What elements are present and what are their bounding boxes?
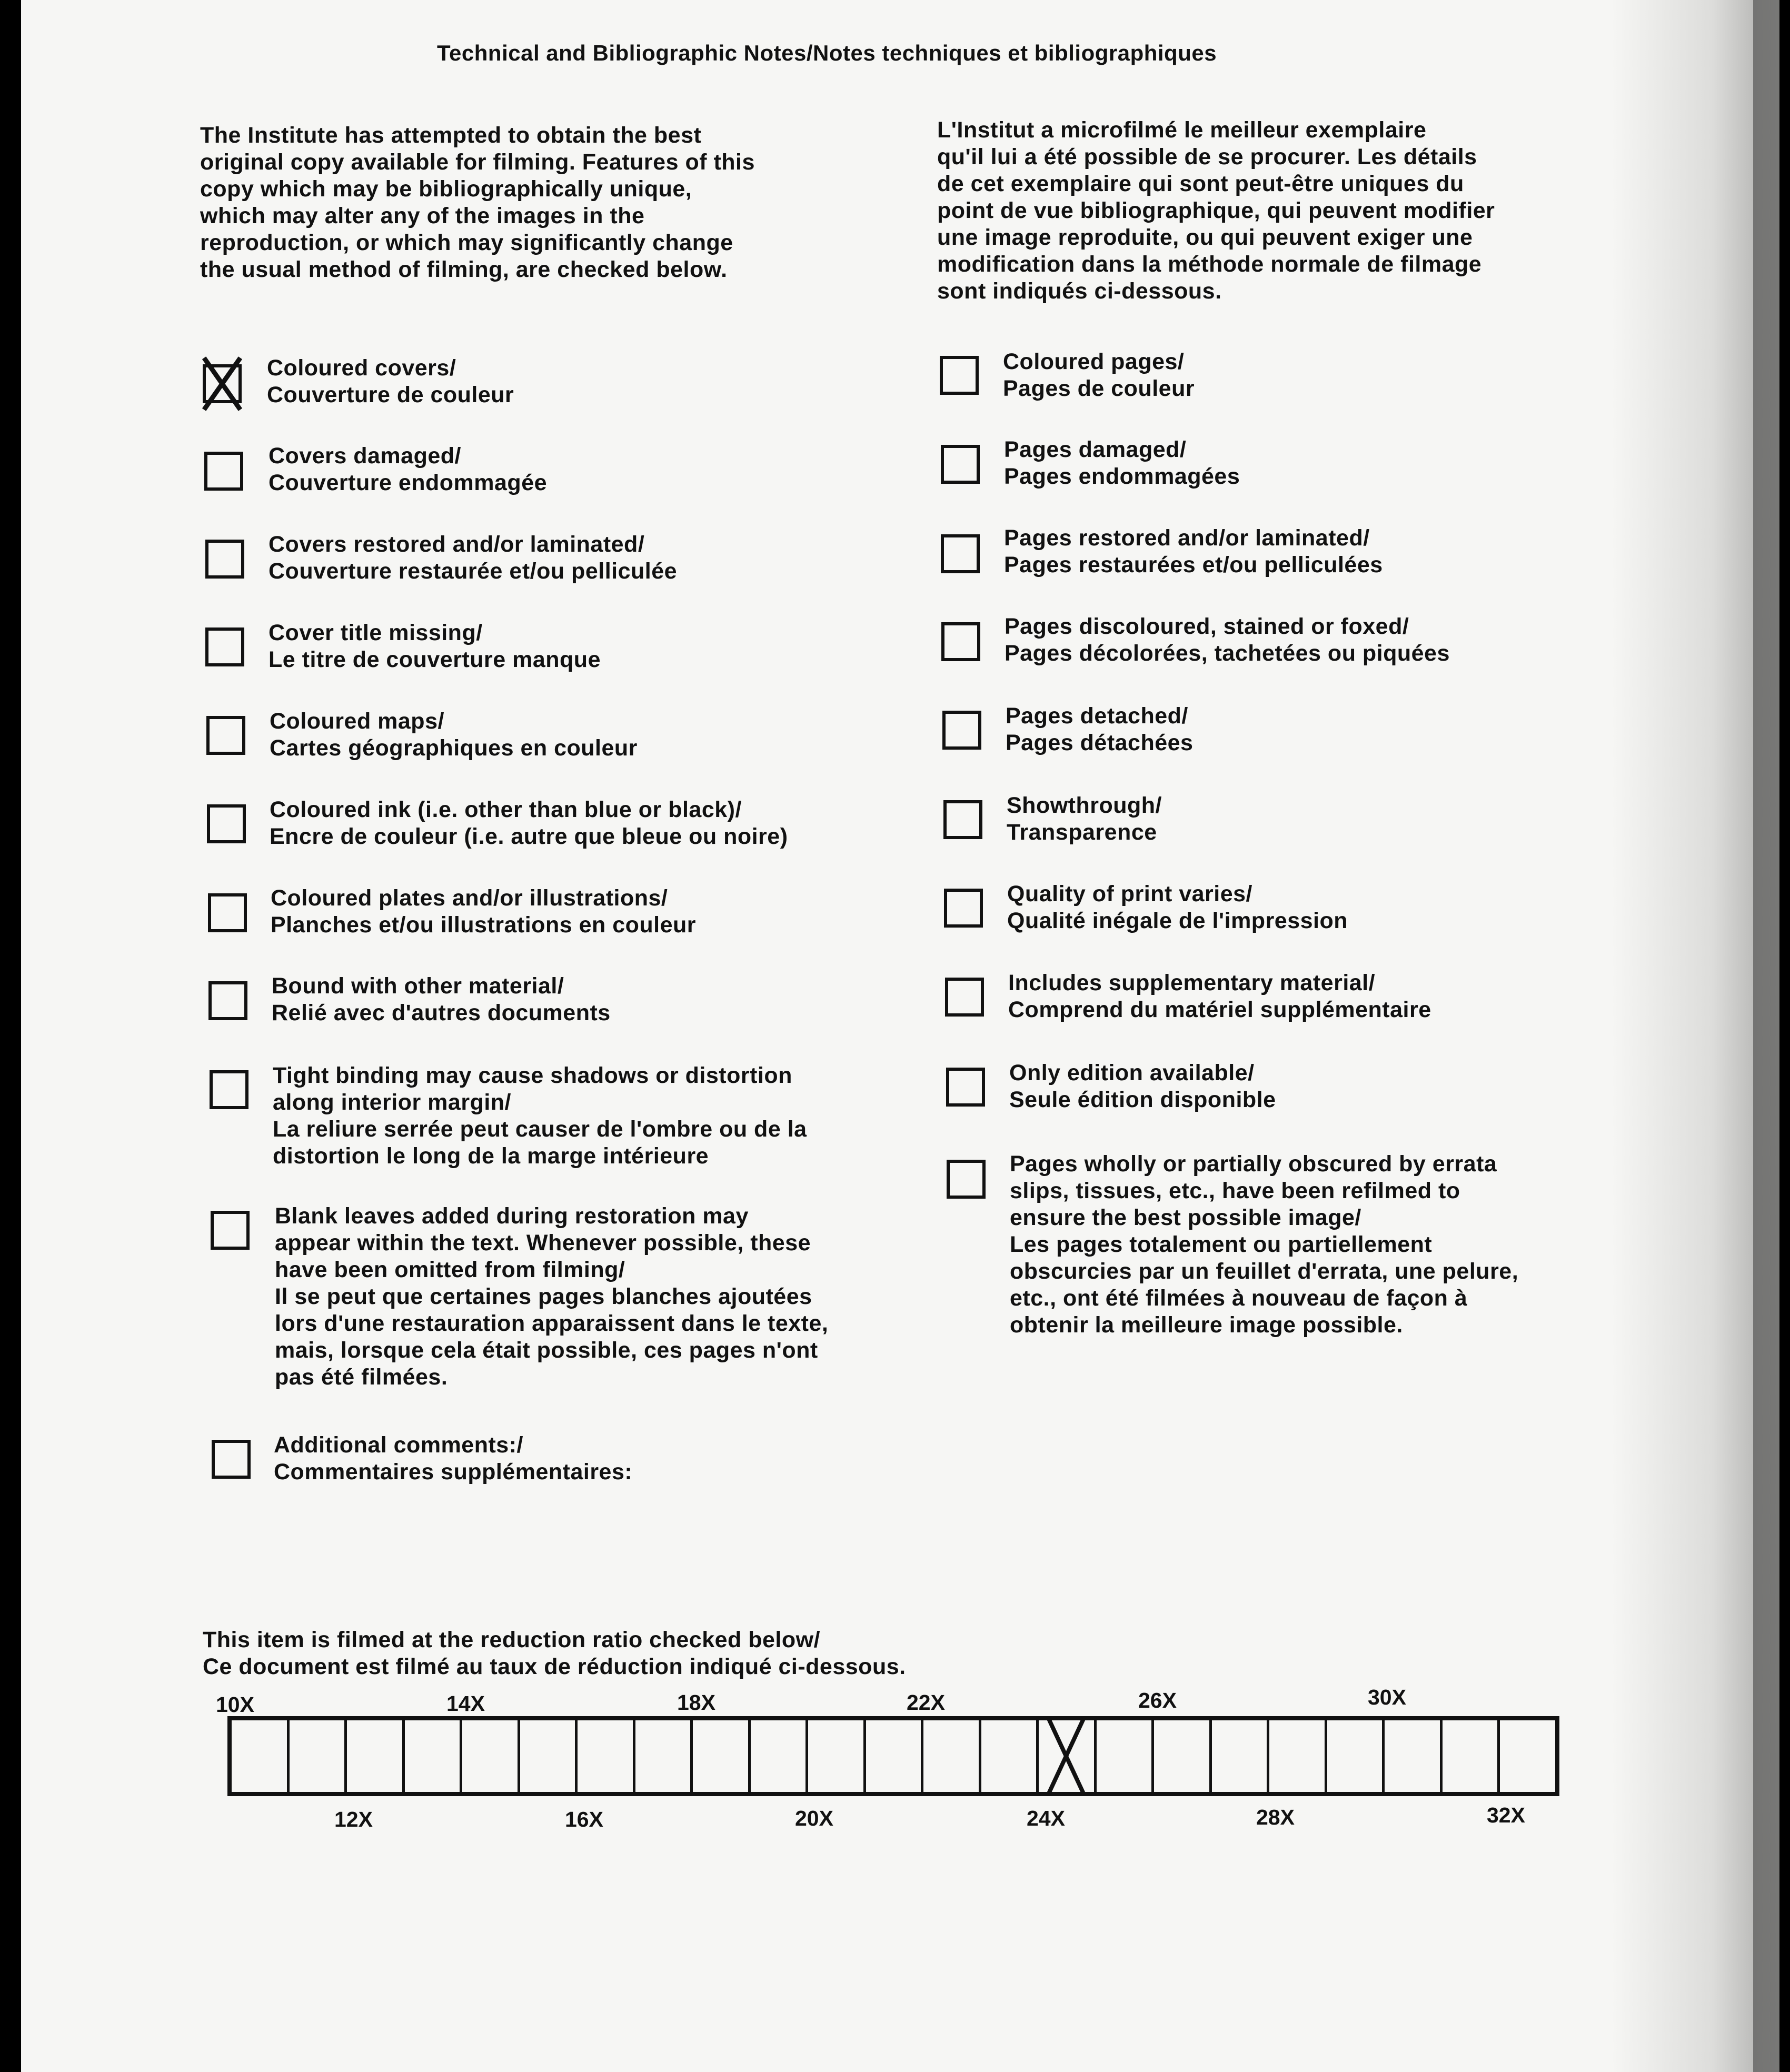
reduction-cell[interactable] bbox=[693, 1720, 751, 1792]
page-edge-shadow bbox=[1611, 0, 1779, 2072]
label-quality-of-print: Quality of print varies/ Qualité inégale de l'impression bbox=[1007, 881, 1348, 933]
tick-30x: 30X bbox=[1368, 1685, 1406, 1709]
reduction-cell[interactable] bbox=[751, 1720, 809, 1792]
reduction-cell[interactable] bbox=[923, 1720, 981, 1792]
reduction-ratio-text: This item is filmed at the reduction ratio checked below/ Ce document est filmé au taux de réduction indiqué ci-dessous. bbox=[203, 1627, 906, 1679]
label-showthrough: Showthrough/ Transparence bbox=[1007, 793, 1162, 845]
tick-22x: 22X bbox=[907, 1690, 945, 1715]
checkbox-pages-detached[interactable] bbox=[942, 711, 981, 750]
reduction-cell[interactable] bbox=[1039, 1720, 1097, 1792]
reduction-cell[interactable] bbox=[1327, 1720, 1385, 1792]
checkbox-bound-with-other[interactable] bbox=[208, 981, 247, 1020]
label-supplementary-material: Includes supplementary material/ Comprend du matériel supplémentaire bbox=[1008, 970, 1431, 1022]
label-tight-binding: Tight binding may cause shadows or distortion along interior margin/ La reliure serrée peut causer de l'ombre ou de la distortion le long de la marge intérieure bbox=[273, 1063, 807, 1169]
page-title: Technical and Bibliographic Notes/Notes techniques et bibliographiques bbox=[437, 41, 1217, 65]
label-covers-damaged: Covers damaged/ Couverture endommagée bbox=[268, 443, 548, 495]
reduction-cell[interactable] bbox=[578, 1720, 635, 1792]
checkbox-pages-damaged[interactable] bbox=[941, 445, 980, 484]
label-additional-comments: Additional comments:/ Commentaires supplémentaires: bbox=[274, 1432, 633, 1485]
reduction-cell[interactable] bbox=[808, 1720, 866, 1792]
reduction-ratio-bar bbox=[227, 1716, 1559, 1796]
label-covers-restored: Covers restored and/or laminated/ Couverture restaurée et/ou pelliculée bbox=[268, 532, 678, 584]
tick-20x: 20X bbox=[795, 1806, 833, 1830]
tick-32x: 32X bbox=[1487, 1803, 1525, 1827]
tick-16x: 16X bbox=[565, 1807, 603, 1831]
label-coloured-maps: Coloured maps/ Cartes géographiques en couleur bbox=[270, 709, 638, 761]
checkbox-covers-damaged[interactable] bbox=[204, 452, 243, 491]
label-pages-damaged: Pages damaged/ Pages endommagées bbox=[1004, 437, 1240, 489]
checkbox-tight-binding[interactable] bbox=[210, 1070, 248, 1109]
reduction-cell[interactable] bbox=[866, 1720, 924, 1792]
label-pages-restored: Pages restored and/or laminated/ Pages restaurées et/ou pelliculées bbox=[1004, 525, 1383, 577]
label-coloured-covers: Coloured covers/ Couverture de couleur bbox=[267, 355, 514, 407]
label-pages-discoloured: Pages discoloured, stained or foxed/ Pages décolorées, tachetées ou piquées bbox=[1005, 614, 1450, 666]
reduction-cell[interactable] bbox=[232, 1720, 290, 1792]
reduction-cell[interactable] bbox=[981, 1720, 1039, 1792]
tick-28x: 28X bbox=[1256, 1805, 1295, 1829]
reduction-cell[interactable] bbox=[290, 1720, 347, 1792]
reduction-cell[interactable] bbox=[635, 1720, 693, 1792]
label-coloured-ink: Coloured ink (i.e. other than blue or black)/ Encre de couleur (i.e. autre que bleue ou noire) bbox=[270, 797, 788, 849]
checkbox-covers-restored[interactable] bbox=[205, 540, 244, 579]
checkbox-showthrough[interactable] bbox=[943, 800, 982, 839]
tick-14x: 14X bbox=[446, 1691, 485, 1716]
checkbox-coloured-plates[interactable] bbox=[208, 893, 247, 932]
reduction-cell[interactable] bbox=[1443, 1720, 1500, 1792]
label-blank-leaves: Blank leaves added during restoration may appear within the text. Whenever possible, these have been omitted from filming/ Il se peut que certaines pages blanches ajoutées lors d'une restauration apparaissent dans le texte, mais, lorsque cela était possible, ces pages n'ont pas été filmées. bbox=[275, 1203, 829, 1390]
checkbox-pages-discoloured[interactable] bbox=[941, 622, 980, 661]
reduction-cell[interactable] bbox=[1385, 1720, 1443, 1792]
checkbox-only-edition[interactable] bbox=[946, 1068, 985, 1107]
tick-24x: 24X bbox=[1027, 1806, 1065, 1830]
label-cover-title-missing: Cover title missing/ Le titre de couverture manque bbox=[268, 620, 601, 672]
reduction-cell[interactable] bbox=[520, 1720, 578, 1792]
intro-french: L'Institut a microfilmé le meilleur exemplaire qu'il lui a été possible de se procurer. Les détails de cet exemplaire qui sont peut-être uniques du point de vue bibliographique, qui peuvent modifier une image reproduite, ou qui peuvent exiger une modification dans la méthode normale de filmage sont indiqués ci-dessous. bbox=[937, 117, 1495, 304]
label-coloured-pages: Coloured pages/ Pages de couleur bbox=[1003, 349, 1195, 401]
reduction-cell[interactable] bbox=[347, 1720, 405, 1792]
reduction-cell[interactable] bbox=[1269, 1720, 1327, 1792]
checkbox-coloured-ink[interactable] bbox=[207, 804, 246, 843]
label-coloured-plates: Coloured plates and/or illustrations/ Planches et/ou illustrations en couleur bbox=[271, 885, 697, 938]
reduction-cell[interactable] bbox=[1500, 1720, 1555, 1792]
intro-english: The Institute has attempted to obtain the best original copy available for filming. Features of this copy which may be bibliographically unique, which may alter any of the images in the reproduction, or which may significantly change the usual method of filming, are checked below. bbox=[200, 123, 755, 282]
tick-26x: 26X bbox=[1138, 1688, 1177, 1712]
checkbox-coloured-covers[interactable] bbox=[203, 364, 242, 403]
checkbox-additional-comments[interactable] bbox=[212, 1440, 251, 1479]
checkbox-coloured-maps[interactable] bbox=[206, 716, 245, 755]
checkbox-pages-restored[interactable] bbox=[941, 534, 980, 573]
checkbox-cover-title-missing[interactable] bbox=[205, 627, 244, 666]
document-page bbox=[21, 0, 1753, 2072]
reduction-cell[interactable] bbox=[462, 1720, 520, 1792]
reduction-cell[interactable] bbox=[1212, 1720, 1270, 1792]
label-bound-with-other: Bound with other material/ Relié avec d'autres documents bbox=[272, 973, 611, 1025]
reduction-cell[interactable] bbox=[405, 1720, 463, 1792]
tick-10x: 10X bbox=[216, 1692, 254, 1717]
checkbox-coloured-pages[interactable] bbox=[940, 356, 979, 395]
checkbox-supplementary-material[interactable] bbox=[945, 978, 984, 1017]
tick-12x: 12X bbox=[334, 1807, 373, 1831]
tick-18x: 18X bbox=[677, 1690, 715, 1715]
label-only-edition: Only edition available/ Seule édition disponible bbox=[1009, 1060, 1276, 1112]
reduction-cell[interactable] bbox=[1097, 1720, 1155, 1792]
checkbox-quality-of-print[interactable] bbox=[944, 889, 983, 928]
label-pages-detached: Pages detached/ Pages détachées bbox=[1006, 703, 1194, 755]
reduction-cell[interactable] bbox=[1154, 1720, 1212, 1792]
checkbox-pages-obscured[interactable] bbox=[947, 1160, 986, 1199]
checkbox-blank-leaves[interactable] bbox=[211, 1211, 250, 1250]
label-pages-obscured: Pages wholly or partially obscured by errata slips, tissues, etc., have been refilmed to ensure the best possible image/ Les pages totalement ou partiellement obscurcies par un feuillet d'errata, une pelure, etc., ont été filmées à nouveau de façon à obtenir la meilleure image possible. bbox=[1010, 1151, 1519, 1338]
